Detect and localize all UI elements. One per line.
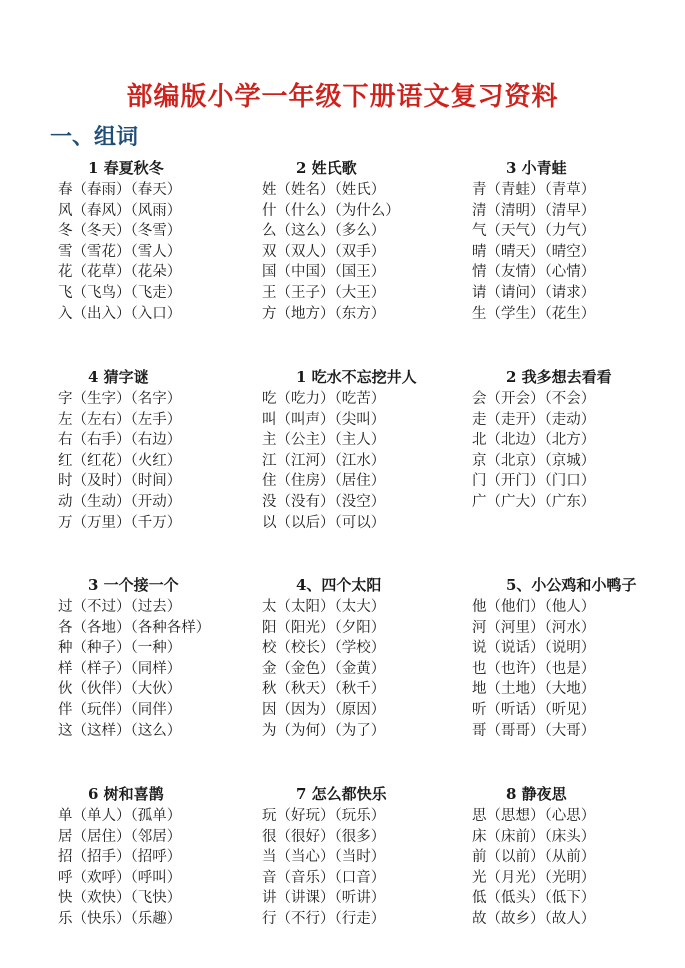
word-row: 前（以前）（从前） xyxy=(472,849,596,866)
lesson-block xyxy=(58,784,181,930)
word-row: 情（友情）（心情） xyxy=(472,264,596,281)
word-row: 当（当心）（当时） xyxy=(262,849,386,866)
lesson-block xyxy=(472,158,595,324)
word-row: 哥（哥哥）（大哥） xyxy=(472,722,596,739)
lesson-block xyxy=(262,575,385,741)
word-row: 江（江河）（江水） xyxy=(262,452,386,469)
lesson-block xyxy=(262,158,400,324)
word-row: 过（不过）（过去） xyxy=(58,599,182,615)
word-row: 招（招手）（招呼） xyxy=(58,849,182,866)
lesson-title: 3 一个接一个 xyxy=(88,576,179,594)
word-row: 国（中国）（国王） xyxy=(262,264,386,281)
lesson-title: 4、四个太阳 xyxy=(296,576,382,594)
word-row: 时（及时）（时间） xyxy=(58,473,182,490)
word-row: 伙（伙伴）（大伙） xyxy=(58,681,182,698)
lesson-title: 1 春夏秋冬 xyxy=(88,159,164,177)
lesson-block xyxy=(58,575,210,741)
lesson-title: 7 怎么都快乐 xyxy=(296,785,387,803)
word-row: 阳（阳光）（夕阳） xyxy=(262,619,386,636)
lesson-block xyxy=(262,784,387,930)
word-row: 北（北边）（北方） xyxy=(472,432,596,449)
word-row: 王（王子）（大王） xyxy=(262,284,386,301)
document-title: 部编版小学一年级下册语文复习资料 xyxy=(126,82,559,112)
word-row: 什（什么）（为什么） xyxy=(262,202,400,219)
lesson-block xyxy=(472,367,612,513)
word-row: 方（地方）（东方） xyxy=(262,305,386,322)
lesson-title: 2 我多想去看看 xyxy=(506,368,612,386)
word-row: 生（学生）（花生） xyxy=(472,305,596,322)
word-row: 低（低头）（低下） xyxy=(472,890,596,907)
word-row: 主（公主）（主人） xyxy=(262,432,386,449)
lesson-block xyxy=(472,784,595,930)
word-row: 这（这样）（这么） xyxy=(58,722,182,739)
word-row: 动（生动）（开动） xyxy=(58,493,182,510)
word-row: 呼（欢呼）（呼叫） xyxy=(58,869,182,886)
lesson-title: 5、小公鸡和小鸭子 xyxy=(506,576,637,594)
word-row: 音（音乐）（口音） xyxy=(262,869,386,886)
lesson-title: 4 猜字谜 xyxy=(88,368,149,386)
word-row: 门（开门）（门口） xyxy=(472,473,596,490)
word-row: 床（床前）（床头） xyxy=(472,828,596,845)
lesson-title: 1 吃水不忘挖井人 xyxy=(296,368,417,386)
lesson-block xyxy=(262,367,417,533)
word-row: 清（清明）（清早） xyxy=(472,202,596,219)
lesson-block xyxy=(472,575,636,741)
word-row: 双（双人）（双手） xyxy=(262,243,386,260)
lesson-block xyxy=(58,367,181,533)
word-row: 晴（晴天）（晴空） xyxy=(472,243,596,260)
word-row: 伴（玩伴）（同伴） xyxy=(58,701,182,718)
word-row: 春（春雨）（春天） xyxy=(58,182,182,198)
word-row: 以（以后）（可以） xyxy=(262,514,386,531)
word-row: 红（红花）（火红） xyxy=(58,452,182,469)
word-row: 请（请问）（请求） xyxy=(472,284,596,301)
word-row: 走（走开）（走动） xyxy=(472,411,596,428)
word-row: 京（北京）（京城） xyxy=(472,452,596,469)
word-row: 风（春风）（风雨） xyxy=(58,202,182,219)
word-row: 姓（姓名）（姓氏） xyxy=(262,182,386,198)
word-row: 叫（叫声）（尖叫） xyxy=(262,411,386,428)
word-row: 居（居住）（邻居） xyxy=(58,828,182,845)
word-row: 讲（讲课）（听讲） xyxy=(262,890,386,907)
word-row: 右（右手）（右边） xyxy=(58,432,182,449)
section-heading: 一、组词 xyxy=(50,125,139,150)
word-row: 种（种子）（一种） xyxy=(58,640,182,657)
word-row: 很（很好）（很多） xyxy=(262,828,386,845)
word-row: 广（广大）（广东） xyxy=(472,493,596,510)
word-row: 他（他们）（他人） xyxy=(472,599,596,615)
lesson-title: 6 树和喜鹊 xyxy=(88,785,164,803)
word-row: 故（故乡）（故人） xyxy=(472,910,596,927)
word-row: 校（校长）（学校） xyxy=(262,640,386,657)
word-row: 河（河里）（河水） xyxy=(472,619,596,636)
lesson-title: 2 姓氏歌 xyxy=(296,159,357,177)
word-row: 快（欢快）（飞快） xyxy=(58,890,182,907)
word-row: 行（不行）（行走） xyxy=(262,910,386,927)
word-row: 入（出入）（入口） xyxy=(58,305,182,322)
word-row: 金（金色）（金黄） xyxy=(262,660,386,677)
word-row: 冬（冬天）（冬雪） xyxy=(58,223,182,240)
word-row: 青（青蛙）（青草） xyxy=(472,182,596,198)
word-row: 吃（吃力）（吃苦） xyxy=(262,391,386,407)
word-row: 住（住房）（居住） xyxy=(262,473,386,490)
word-row: 各（各地）（各种各样） xyxy=(58,619,211,636)
word-row: 说（说话）（说明） xyxy=(472,640,596,657)
lesson-block xyxy=(58,158,181,324)
word-row: 单（单人）（孤单） xyxy=(58,808,182,824)
word-row: 飞（飞鸟）（飞走） xyxy=(58,284,182,301)
word-row: 为（为何）（为了） xyxy=(262,722,386,739)
word-row: 花（花草）（花朵） xyxy=(58,264,182,281)
lesson-title: 3 小青蛙 xyxy=(506,159,567,177)
word-row: 雪（雪花）（雪人） xyxy=(58,243,182,260)
word-row: 会（开会）（不会） xyxy=(472,391,596,407)
word-row: 秋（秋天）（秋千） xyxy=(262,681,386,698)
lesson-title: 8 静夜思 xyxy=(506,785,567,803)
word-row: 思（思想）（心思） xyxy=(472,808,596,824)
word-row: 地（土地）（大地） xyxy=(472,681,596,698)
word-row: 样（样子）（同样） xyxy=(58,660,182,677)
word-row: 字（生字）（名字） xyxy=(58,391,182,407)
word-row: 气（天气）（力气） xyxy=(472,223,596,240)
word-row: 么（这么）（多么） xyxy=(262,223,386,240)
word-row: 乐（快乐）（乐趣） xyxy=(58,910,182,927)
word-row: 因（因为）（原因） xyxy=(262,701,386,718)
word-row: 也（也许）（也是） xyxy=(472,660,596,677)
word-row: 听（听话）（听见） xyxy=(472,701,596,718)
word-row: 万（万里）（千万） xyxy=(58,514,182,531)
word-row: 光（月光）（光明） xyxy=(472,869,596,886)
word-row: 太（太阳）（太大） xyxy=(262,599,386,615)
word-row: 没（没有）（没空） xyxy=(262,493,386,510)
word-row: 玩（好玩）（玩乐） xyxy=(262,808,386,824)
word-row: 左（左右）（左手） xyxy=(58,411,182,428)
